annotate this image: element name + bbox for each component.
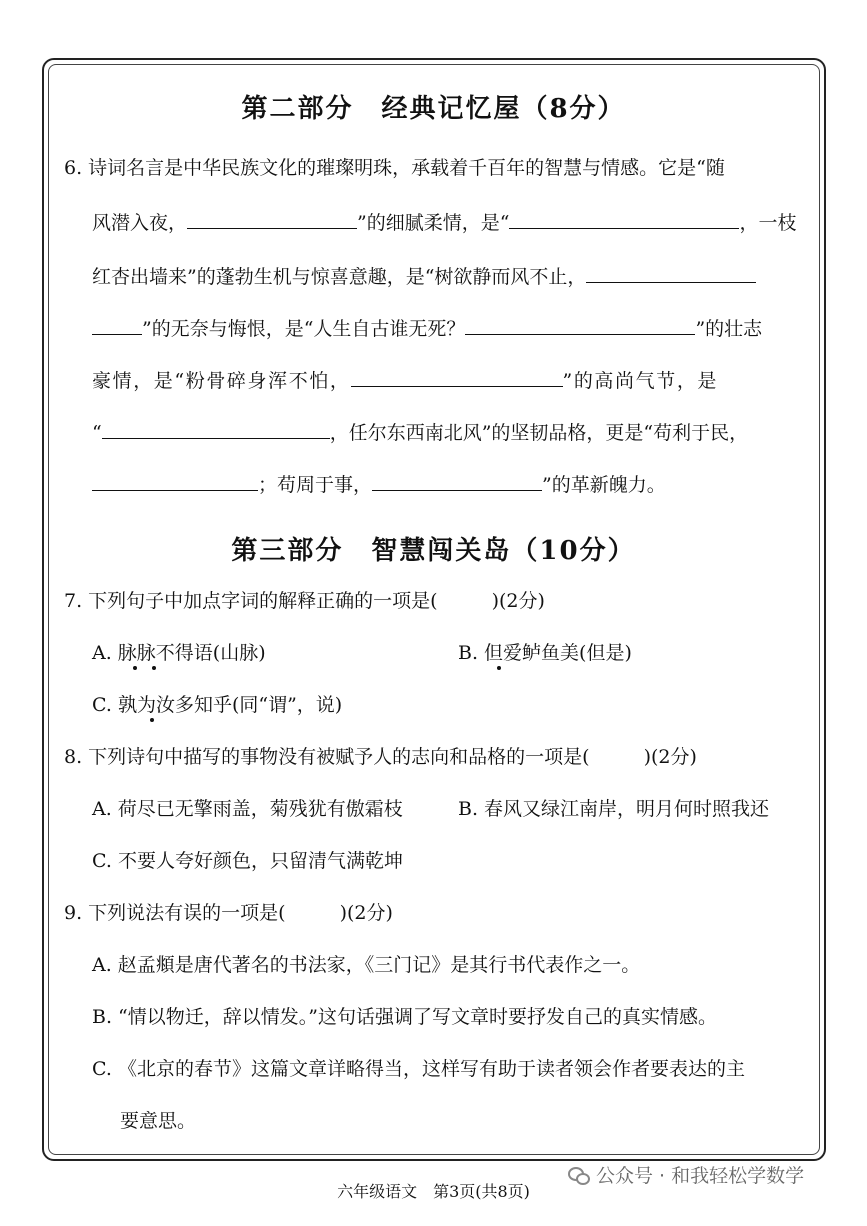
q6-text: 风潜入夜，	[92, 212, 188, 234]
emphasis-dot	[152, 666, 156, 670]
part3-title: 第三部分 智慧闯关岛（10分）	[231, 536, 636, 566]
q9-option-c: C. 《北京的春节》这篇文章详略得当，这样写有助于读者领会作者要表达的主	[92, 1058, 745, 1080]
q9-score: )(2分)	[339, 902, 393, 924]
q8-option-a: A. 荷尽已无擎雨盖，菊残犹有傲霜枝	[92, 798, 403, 820]
q9-stem-text: 9. 下列说法有误的一项是(	[64, 902, 286, 924]
q6-line-2	[92, 208, 796, 236]
q8-option-b: B. 春风又绿江南岸，明月何时照我还	[458, 798, 770, 820]
answer-blank[interactable]	[92, 314, 142, 335]
watermark	[568, 1161, 804, 1188]
answer-blank[interactable]	[465, 314, 695, 335]
q6-text: ；苟周于事，	[258, 474, 373, 496]
answer-blank[interactable]	[586, 262, 756, 283]
q6-line-4	[92, 314, 762, 342]
q6-line-5	[92, 366, 718, 394]
q9-stem	[64, 900, 393, 926]
q8-score: )(2分)	[643, 746, 697, 768]
watermark-text: 公众号 · 和我轻松学数学	[596, 1165, 805, 1187]
q6-text: “	[92, 422, 102, 444]
answer-blank[interactable]	[187, 208, 357, 229]
part2-title: 第二部分 经典记忆屋（8分）	[241, 94, 626, 124]
q9-option-a: A. 赵孟頫是唐代著名的书法家，《三门记》是其行书代表作之一。	[92, 954, 641, 976]
q6-line-7	[92, 470, 666, 498]
emphasis-dot	[497, 666, 501, 670]
answer-blank[interactable]	[372, 470, 542, 491]
q7-stem	[64, 588, 545, 614]
q6-text: ”的细腻柔情，是“	[357, 212, 510, 234]
q7-stem-text: 7. 下列句子中加点字词的解释正确的一项是(	[64, 590, 438, 612]
emphasis-dot	[150, 718, 154, 722]
q6-text: ，任尔东西南北风”的坚韧品格，更是“苟利于民，	[329, 422, 749, 444]
q6-line-1: 6. 诗词名言是中华民族文化的璀璨明珠，承载着千百年的智慧与情感。它是“随	[64, 157, 725, 179]
q8-stem	[64, 744, 697, 770]
q7-option-b: B. 但爱鲈鱼美(但是)	[458, 642, 632, 664]
q6-line-6	[92, 418, 748, 446]
q6-text: ”的无奈与悔恨，是“人生自古谁无死？	[142, 318, 466, 340]
q7-score: )(2分)	[491, 590, 545, 612]
answer-blank[interactable]	[102, 418, 330, 439]
emphasis-dot	[133, 666, 137, 670]
q7-option-c: C. 孰为汝多知乎(同“谓”，说)	[92, 694, 343, 716]
answer-blank[interactable]	[509, 208, 739, 229]
q6-text: ，一枝	[739, 212, 797, 234]
q6-text: ”的革新魄力。	[542, 474, 666, 496]
q8-option-c: C. 不要人夸好颜色，只留清气满乾坤	[92, 850, 403, 872]
wechat-icon	[568, 1166, 590, 1184]
q7-option-a: A. 脉脉不得语(山脉)	[92, 642, 266, 664]
answer-blank[interactable]	[351, 366, 563, 387]
page-footer: 六年级语文 第3页(共8页)	[337, 1182, 530, 1201]
q9-option-b: B. “情以物迁，辞以情发。”这句话强调了写文章时要抒发自己的真实情感。	[92, 1006, 717, 1028]
q6-text: ”的高尚气节，是	[562, 370, 719, 392]
q6-text: 豪情，是“粉骨碎身浑不怕，	[92, 370, 351, 392]
q6-text: ”的壮志	[695, 318, 763, 340]
q8-stem-text: 8. 下列诗句中描写的事物没有被赋予人的志向和品格的一项是(	[64, 746, 590, 768]
q6-text: 红杏出墙来”的蓬勃生机与惊喜意趣，是“树欲静而风不止，	[92, 266, 587, 288]
q9-option-c-cont: 要意思。	[120, 1110, 197, 1132]
answer-blank[interactable]	[92, 470, 258, 491]
q6-line-3	[92, 262, 756, 290]
